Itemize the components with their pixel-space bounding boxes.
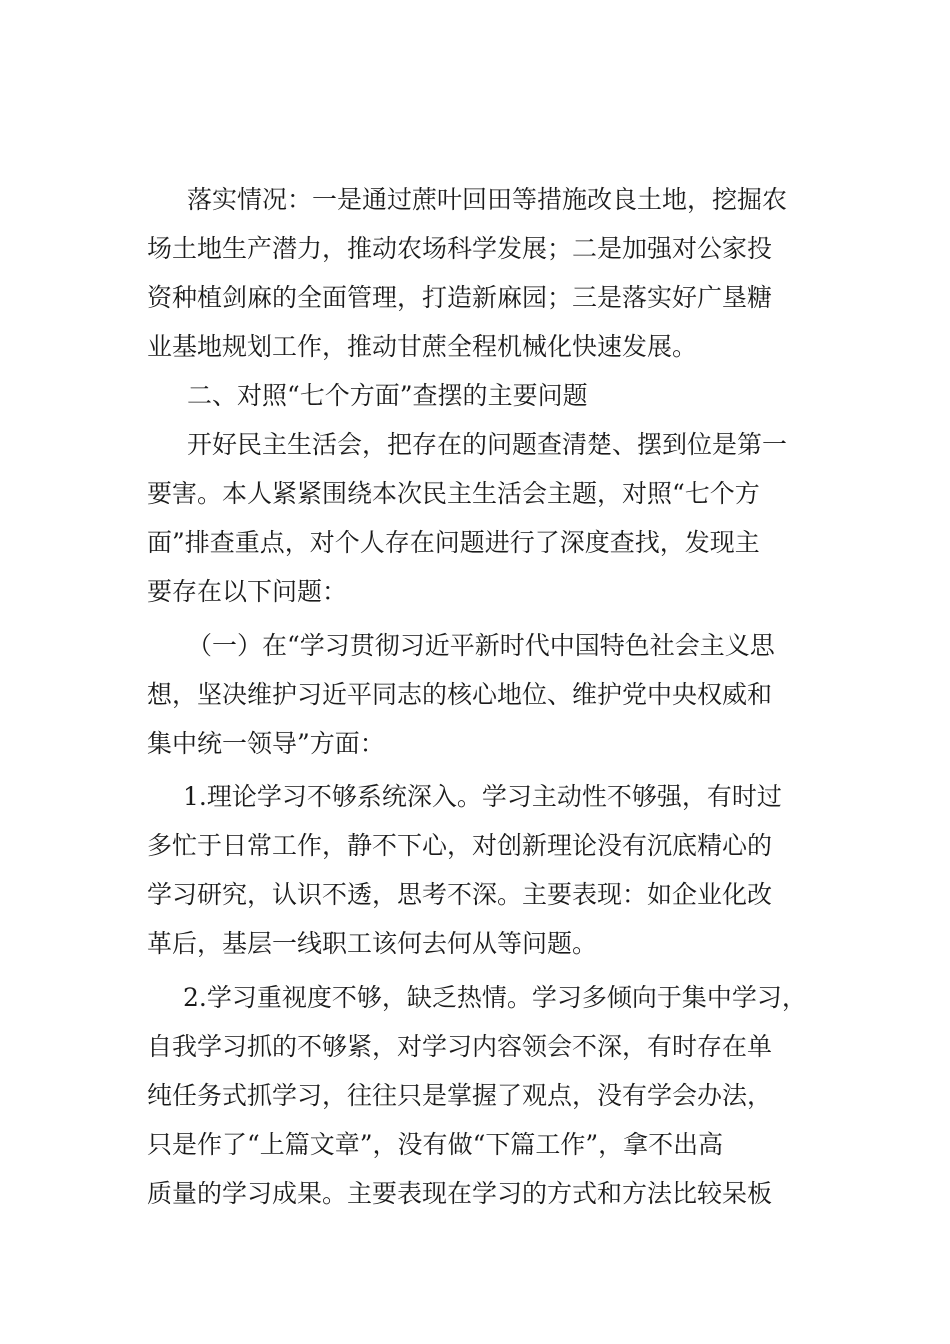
paragraph-line: 面”排查重点，对个人存在问题进行了深度查找，发现主: [147, 528, 760, 557]
paragraph-line: 要存在以下问题：: [147, 577, 348, 606]
paragraph-line: 场土地生产潜力，推动农场科学发展；二是加强对公家投: [147, 234, 773, 263]
paragraph-line: 要害。本人紧紧围绕本次民主生活会主题，对照“七个方: [147, 479, 760, 508]
paragraph-line: 2.学习重视度不够，缺乏热情。学习多倾向于集中学习，: [183, 983, 807, 1012]
section-heading: 二、对照“七个方面”查摆的主要问题: [187, 381, 588, 410]
paragraph-line: 学习研究，认识不透，思考不深。主要表现：如企业化改: [147, 880, 773, 909]
paragraph-line: 资种植剑麻的全面管理，打造新麻园；三是落实好广垦糖: [147, 283, 773, 312]
paragraph-line: 自我学习抓的不够紧，对学习内容领会不深，有时存在单: [147, 1032, 773, 1061]
paragraph-line: 落实情况：一是通过蔗叶回田等措施改良土地，挖掘农: [187, 185, 788, 214]
paragraph-line: 质量的学习成果。主要表现在学习的方式和方法比较呆板: [147, 1179, 773, 1208]
paragraph-line: 业基地规划工作，推动甘蔗全程机械化快速发展。: [147, 332, 698, 361]
paragraph-line: 开好民主生活会，把存在的问题查清楚、摆到位是第一: [187, 430, 788, 459]
paragraph-line: 只是作了“上篇文章”，没有做“下篇工作”，拿不出高: [147, 1130, 724, 1159]
paragraph-line: 多忙于日常工作，静不下心，对创新理论没有沉底精心的: [147, 831, 773, 860]
paragraph-line: 1.理论学习不够系统深入。学习主动性不够强，有时过: [183, 782, 782, 811]
paragraph-line: 想，坚决维护习近平同志的核心地位、维护党中央权威和: [147, 680, 773, 709]
paragraph-line: 革后，基层一线职工该何去何从等问题。: [147, 929, 598, 958]
paragraph-line: 纯任务式抓学习，往往只是掌握了观点，没有学会办法，: [147, 1081, 773, 1110]
subsection-heading: （一）在“学习贯彻习近平新时代中国特色社会主义思: [187, 631, 775, 660]
paragraph-line: 集中统一领导”方面：: [147, 729, 385, 758]
